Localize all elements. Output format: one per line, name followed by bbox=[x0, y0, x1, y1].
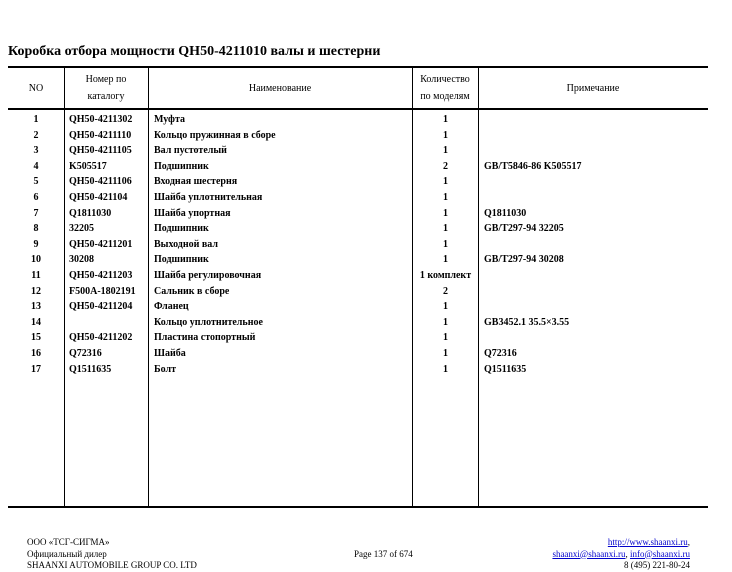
table-row bbox=[0, 315, 732, 331]
footer-right bbox=[552, 537, 690, 572]
quantity: 1 bbox=[443, 129, 448, 141]
quantity: 2 bbox=[443, 160, 448, 172]
row-number: 9 bbox=[33, 238, 39, 250]
quantity: 1 bbox=[443, 348, 448, 359]
page-title: Коробка отбора мощности QH50-4211010 валы и шестерни bbox=[8, 44, 381, 59]
table-top-rule bbox=[8, 66, 708, 68]
table-row bbox=[0, 112, 732, 128]
part-name: Сальник в сборе bbox=[154, 285, 230, 297]
quantity: 1 bbox=[443, 316, 448, 328]
row-number: 10 bbox=[31, 254, 41, 266]
footer-website-line bbox=[552, 537, 690, 549]
row-number: 8 bbox=[33, 223, 39, 235]
table-row bbox=[0, 237, 732, 253]
catalog-number: QH50-4211106 bbox=[69, 176, 132, 188]
part-name: Фланец bbox=[154, 301, 189, 313]
footer-email-line bbox=[552, 549, 690, 561]
part-name: Шайба регулировочная bbox=[154, 270, 262, 281]
table-row bbox=[0, 330, 732, 346]
footer-left bbox=[27, 537, 197, 572]
part-name: Вал пустотелый bbox=[154, 145, 227, 157]
quantity: 1 комплект bbox=[419, 270, 472, 281]
part-name: Шайба упортная bbox=[154, 207, 231, 219]
table-row bbox=[0, 284, 732, 300]
part-name: Шайба bbox=[154, 348, 186, 359]
table-row bbox=[0, 268, 732, 284]
row-number: 3 bbox=[33, 145, 39, 157]
table-row bbox=[0, 190, 732, 206]
catalog-number: Q72316 bbox=[69, 348, 102, 359]
catalog-number: 32205 bbox=[69, 223, 94, 235]
note: GB3452.1 35.5×3.55 bbox=[484, 316, 570, 328]
part-name: Муфта bbox=[154, 114, 186, 125]
header-catalog bbox=[64, 71, 148, 105]
header-catalog-line2: каталогу bbox=[87, 91, 125, 102]
part-name: Пластина стопортный bbox=[154, 332, 256, 344]
footer-group: SHAANXI AUTOMOBILE GROUP CO. LTD bbox=[27, 560, 197, 570]
note: GB/T297-94 32205 bbox=[484, 223, 564, 235]
catalog-number: Q1811030 bbox=[69, 207, 112, 219]
email-link-shaanxi[interactable]: shaanxi@shaanxi.ru bbox=[552, 548, 626, 559]
website-suffix: , bbox=[687, 537, 690, 547]
quantity: 1 bbox=[443, 238, 448, 250]
table-row bbox=[0, 346, 732, 362]
row-number: 5 bbox=[33, 176, 39, 188]
row-number: 11 bbox=[31, 270, 41, 281]
quantity: 1 bbox=[443, 301, 448, 313]
footer-page-number: Page 137 of 674 bbox=[354, 548, 413, 559]
row-number: 13 bbox=[31, 301, 41, 313]
row-number: 7 bbox=[33, 207, 39, 219]
quantity: 1 bbox=[443, 114, 448, 125]
row-number: 16 bbox=[31, 348, 41, 359]
table-row bbox=[0, 362, 732, 378]
note: Q72316 bbox=[484, 348, 517, 359]
note: GB/T5846-86 K505517 bbox=[484, 160, 582, 172]
quantity: 1 bbox=[443, 254, 448, 266]
catalog-number: QH50-4211110 bbox=[69, 129, 132, 141]
catalog-number: 30208 bbox=[69, 254, 94, 266]
table-row bbox=[0, 143, 732, 159]
part-name: Болт bbox=[154, 363, 177, 375]
catalog-number: QH50-4211302 bbox=[69, 114, 133, 125]
quantity: 1 bbox=[443, 145, 448, 157]
quantity: 1 bbox=[443, 207, 448, 219]
catalog-number: K505517 bbox=[69, 160, 107, 172]
row-number: 12 bbox=[31, 285, 41, 297]
quantity: 1 bbox=[443, 332, 448, 344]
header-note: Примечание bbox=[566, 83, 620, 94]
row-number: 4 bbox=[33, 160, 39, 172]
quantity: 1 bbox=[443, 192, 448, 203]
part-name: Кольцо пружинная в сборе bbox=[154, 129, 276, 141]
header-qty-line1: Количество bbox=[420, 74, 470, 85]
website-link[interactable]: http://www.shaanxi.ru bbox=[607, 537, 688, 547]
row-number: 15 bbox=[31, 332, 41, 344]
part-name: Подшипник bbox=[154, 254, 209, 266]
quantity: 1 bbox=[443, 223, 448, 235]
header-qty bbox=[412, 71, 478, 105]
table-row bbox=[0, 128, 732, 144]
table-bottom-rule bbox=[8, 506, 708, 508]
catalog-number: QH50-4211203 bbox=[69, 270, 133, 281]
catalog-number: QH50-421104 bbox=[69, 192, 128, 203]
catalog-number: QH50-4211204 bbox=[69, 301, 133, 313]
part-name: Шайба уплотнительная bbox=[154, 192, 263, 203]
footer-company: ООО «ТСГ-СИГМА» bbox=[27, 537, 110, 547]
header-no: NO bbox=[28, 83, 44, 94]
row-number: 14 bbox=[31, 316, 41, 328]
header-name: Наименование bbox=[248, 83, 312, 94]
note: Q1511635 bbox=[484, 363, 527, 375]
catalog-number: QH50-4211202 bbox=[69, 332, 133, 344]
catalog-number: QH50-4211201 bbox=[69, 238, 133, 250]
part-name: Подшипник bbox=[154, 223, 209, 235]
row-number: 17 bbox=[31, 363, 41, 375]
catalog-number: Q1511635 bbox=[69, 363, 112, 375]
footer-phone: 8 (495) 221-80-24 bbox=[624, 560, 690, 570]
quantity: 2 bbox=[443, 285, 448, 297]
email-link-info[interactable]: info@shaanxi.ru bbox=[629, 548, 690, 559]
header-qty-line2: по моделям bbox=[420, 91, 470, 102]
row-number: 2 bbox=[33, 129, 39, 141]
row-number: 6 bbox=[33, 192, 39, 203]
table-row bbox=[0, 159, 732, 175]
row-number: 1 bbox=[33, 114, 39, 125]
table-header-rule bbox=[8, 108, 708, 110]
table-row bbox=[0, 221, 732, 237]
footer-dealer: Официальный дилер bbox=[27, 548, 107, 559]
quantity: 1 bbox=[443, 176, 448, 188]
table-row bbox=[0, 206, 732, 222]
catalog-number: QH50-4211105 bbox=[69, 145, 132, 157]
quantity: 1 bbox=[443, 363, 448, 375]
note: Q1811030 bbox=[484, 207, 527, 219]
header-catalog-line1: Номер по bbox=[85, 74, 127, 85]
table-row bbox=[0, 174, 732, 190]
email-separator: , bbox=[625, 548, 630, 559]
catalog-number: F500A-1802191 bbox=[69, 285, 136, 297]
table-row bbox=[0, 252, 732, 268]
table-row bbox=[0, 299, 732, 315]
note: GB/T297-94 30208 bbox=[484, 254, 564, 266]
part-name: Входная шестерня bbox=[154, 176, 238, 188]
part-name: Подшипник bbox=[154, 160, 209, 172]
part-name: Кольцо уплотнительное bbox=[154, 316, 263, 328]
part-name: Выходной вал bbox=[154, 238, 218, 250]
